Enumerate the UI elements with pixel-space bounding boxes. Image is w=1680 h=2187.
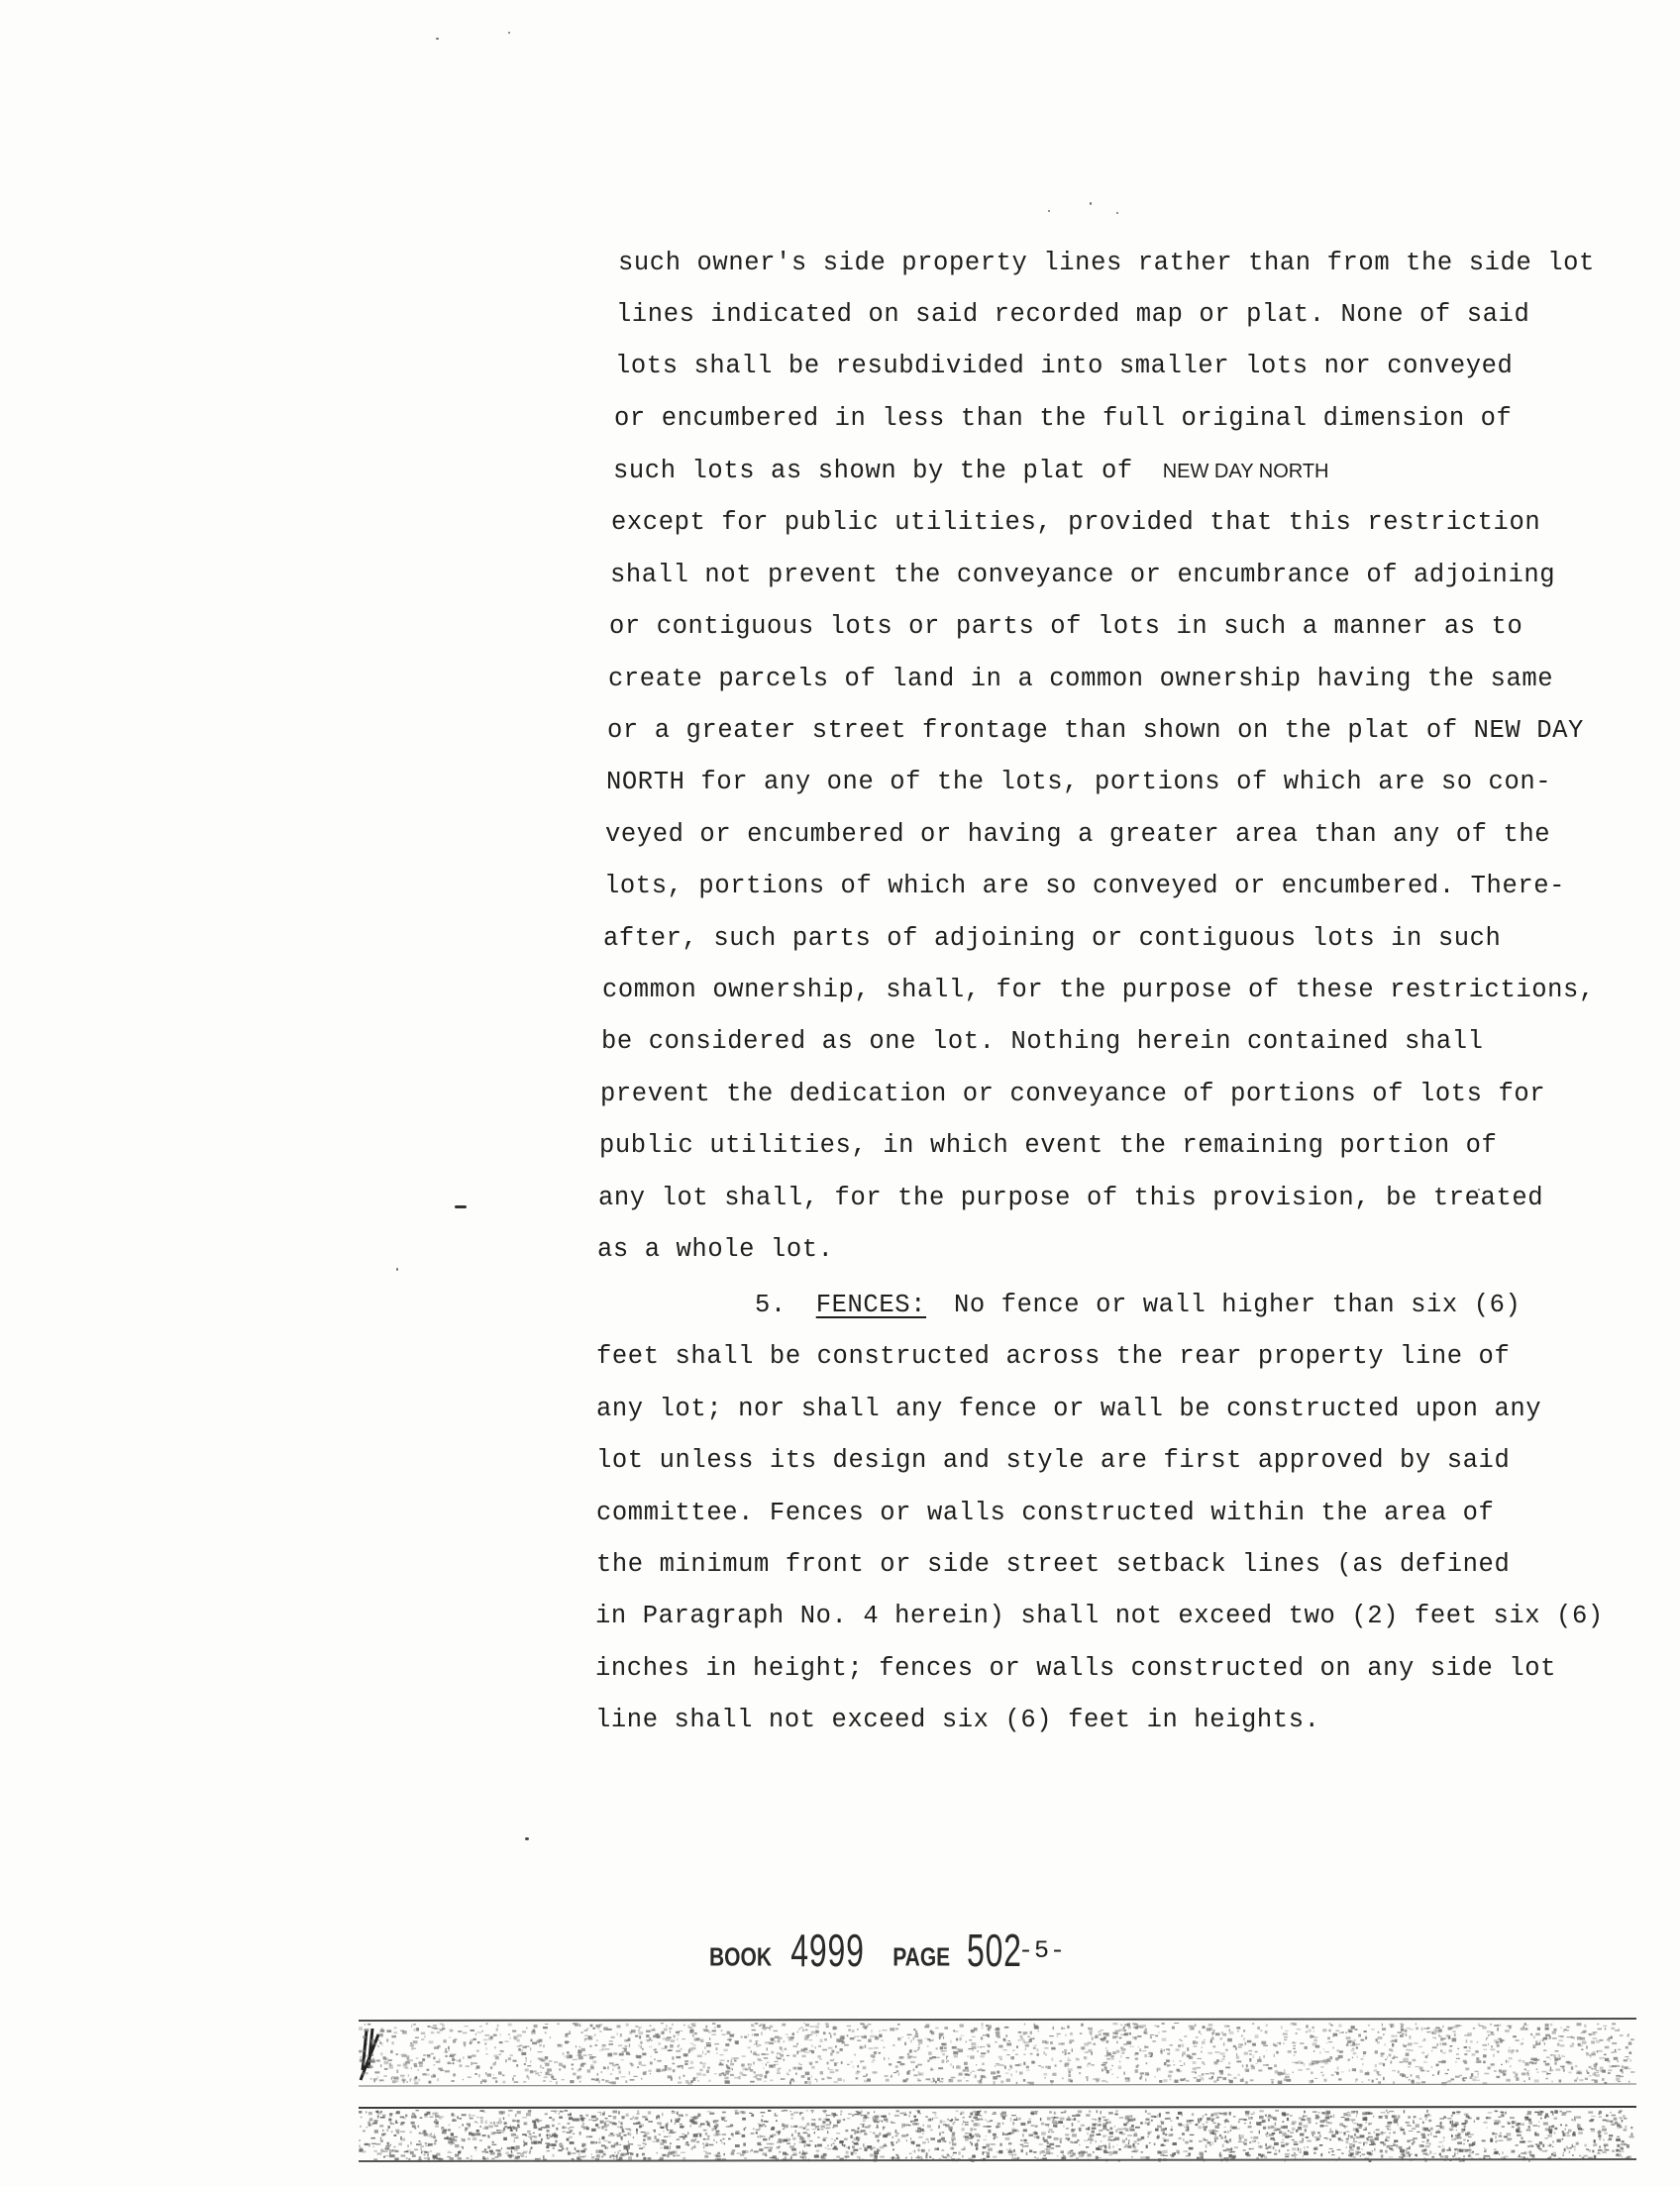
section-number: 5. bbox=[755, 1291, 787, 1319]
scan-speck bbox=[396, 1268, 398, 1271]
text-line: feet shall be constructed across the rear property line of bbox=[596, 1342, 1511, 1371]
text-line: shall not prevent the conveyance or encumbrance of adjoining bbox=[610, 561, 1556, 589]
text-line: in Paragraph No. 4 herein) shall not exceed two (2) feet six (6) bbox=[595, 1602, 1604, 1630]
text-line: inches in height; fences or walls constructed on any side lot bbox=[595, 1654, 1557, 1683]
scan-noise-band bbox=[359, 2011, 1636, 2179]
text-line: except for public utilities, provided that this restriction bbox=[611, 508, 1541, 537]
text-line: be considered as one lot. Nothing herein contained shall bbox=[601, 1027, 1484, 1056]
book-label: BOOK bbox=[709, 1943, 772, 1972]
text-line: veyed or encumbered or having a greater area than any of the bbox=[605, 820, 1551, 849]
text-line: or contiguous lots or parts of lots in such a manner as to bbox=[609, 612, 1523, 641]
section-heading-line bbox=[755, 1290, 1521, 1321]
scan-speck bbox=[525, 1837, 529, 1840]
section-heading: FENCES: bbox=[815, 1291, 927, 1319]
text-span: such lots as shown by the plat of bbox=[613, 457, 1133, 485]
text-line: such owner's side property lines rather than from the side lot bbox=[618, 249, 1595, 277]
text-line: any lot shall, for the purpose of this provision, be treated bbox=[598, 1184, 1544, 1212]
text-line: NORTH for any one of the lots, portions of which are so con- bbox=[606, 768, 1552, 796]
scan-speck bbox=[508, 32, 510, 34]
text-line: line shall not exceed six (6) feet in heights. bbox=[595, 1706, 1320, 1734]
text-line: lots shall be resubdivided into smaller lots nor conveyed bbox=[615, 352, 1514, 380]
text-line: lots, portions of which are so conveyed or encumbered. There- bbox=[604, 872, 1566, 900]
text-line: lot unless its design and style are first approved by said bbox=[596, 1446, 1511, 1475]
text-line: create parcels of land in a common ownership having the same bbox=[608, 665, 1554, 693]
text-line: the minimum front or side street setback lines (as defined bbox=[596, 1550, 1511, 1579]
text-line: committee. Fences or walls constructed within the area of bbox=[596, 1499, 1495, 1527]
page-label: PAGE bbox=[892, 1943, 951, 1972]
scan-speck bbox=[1090, 202, 1092, 205]
text-line: after, such parts of adjoining or contiguous lots in such bbox=[603, 924, 1502, 953]
book-number: 4999 bbox=[789, 1926, 865, 1977]
text-line: any lot; nor shall any fence or wall be constructed upon any bbox=[596, 1395, 1542, 1423]
text-line: lines indicated on said recorded map or plat. None of said bbox=[616, 300, 1530, 329]
scan-speck bbox=[436, 38, 439, 40]
text-line: or encumbered in less than the full original dimension of bbox=[614, 404, 1513, 433]
text-line: public utilities, in which event the remaining portion of bbox=[599, 1131, 1498, 1160]
text-line: or a greater street frontage than shown on the plat of NEW DAY bbox=[607, 716, 1584, 745]
scan-speck bbox=[1116, 212, 1118, 214]
text-span: No fence or wall higher than six (6) bbox=[953, 1291, 1522, 1319]
text-line: prevent the dedication or conveyance of portions of lots for bbox=[600, 1080, 1546, 1108]
text-line: as a whole lot. bbox=[597, 1235, 834, 1264]
page-mark: -5- bbox=[1018, 1936, 1067, 1965]
scan-speck bbox=[1048, 210, 1050, 212]
page-number: 502 bbox=[966, 1926, 1022, 1977]
text-line: common ownership, shall, for the purpose of these restrictions, bbox=[602, 976, 1595, 1004]
plat-name: NEW DAY NORTH bbox=[1162, 461, 1329, 482]
book-page-stamp bbox=[709, 1926, 1029, 1979]
text-line bbox=[613, 456, 1329, 487]
scan-speck bbox=[455, 1205, 467, 1208]
